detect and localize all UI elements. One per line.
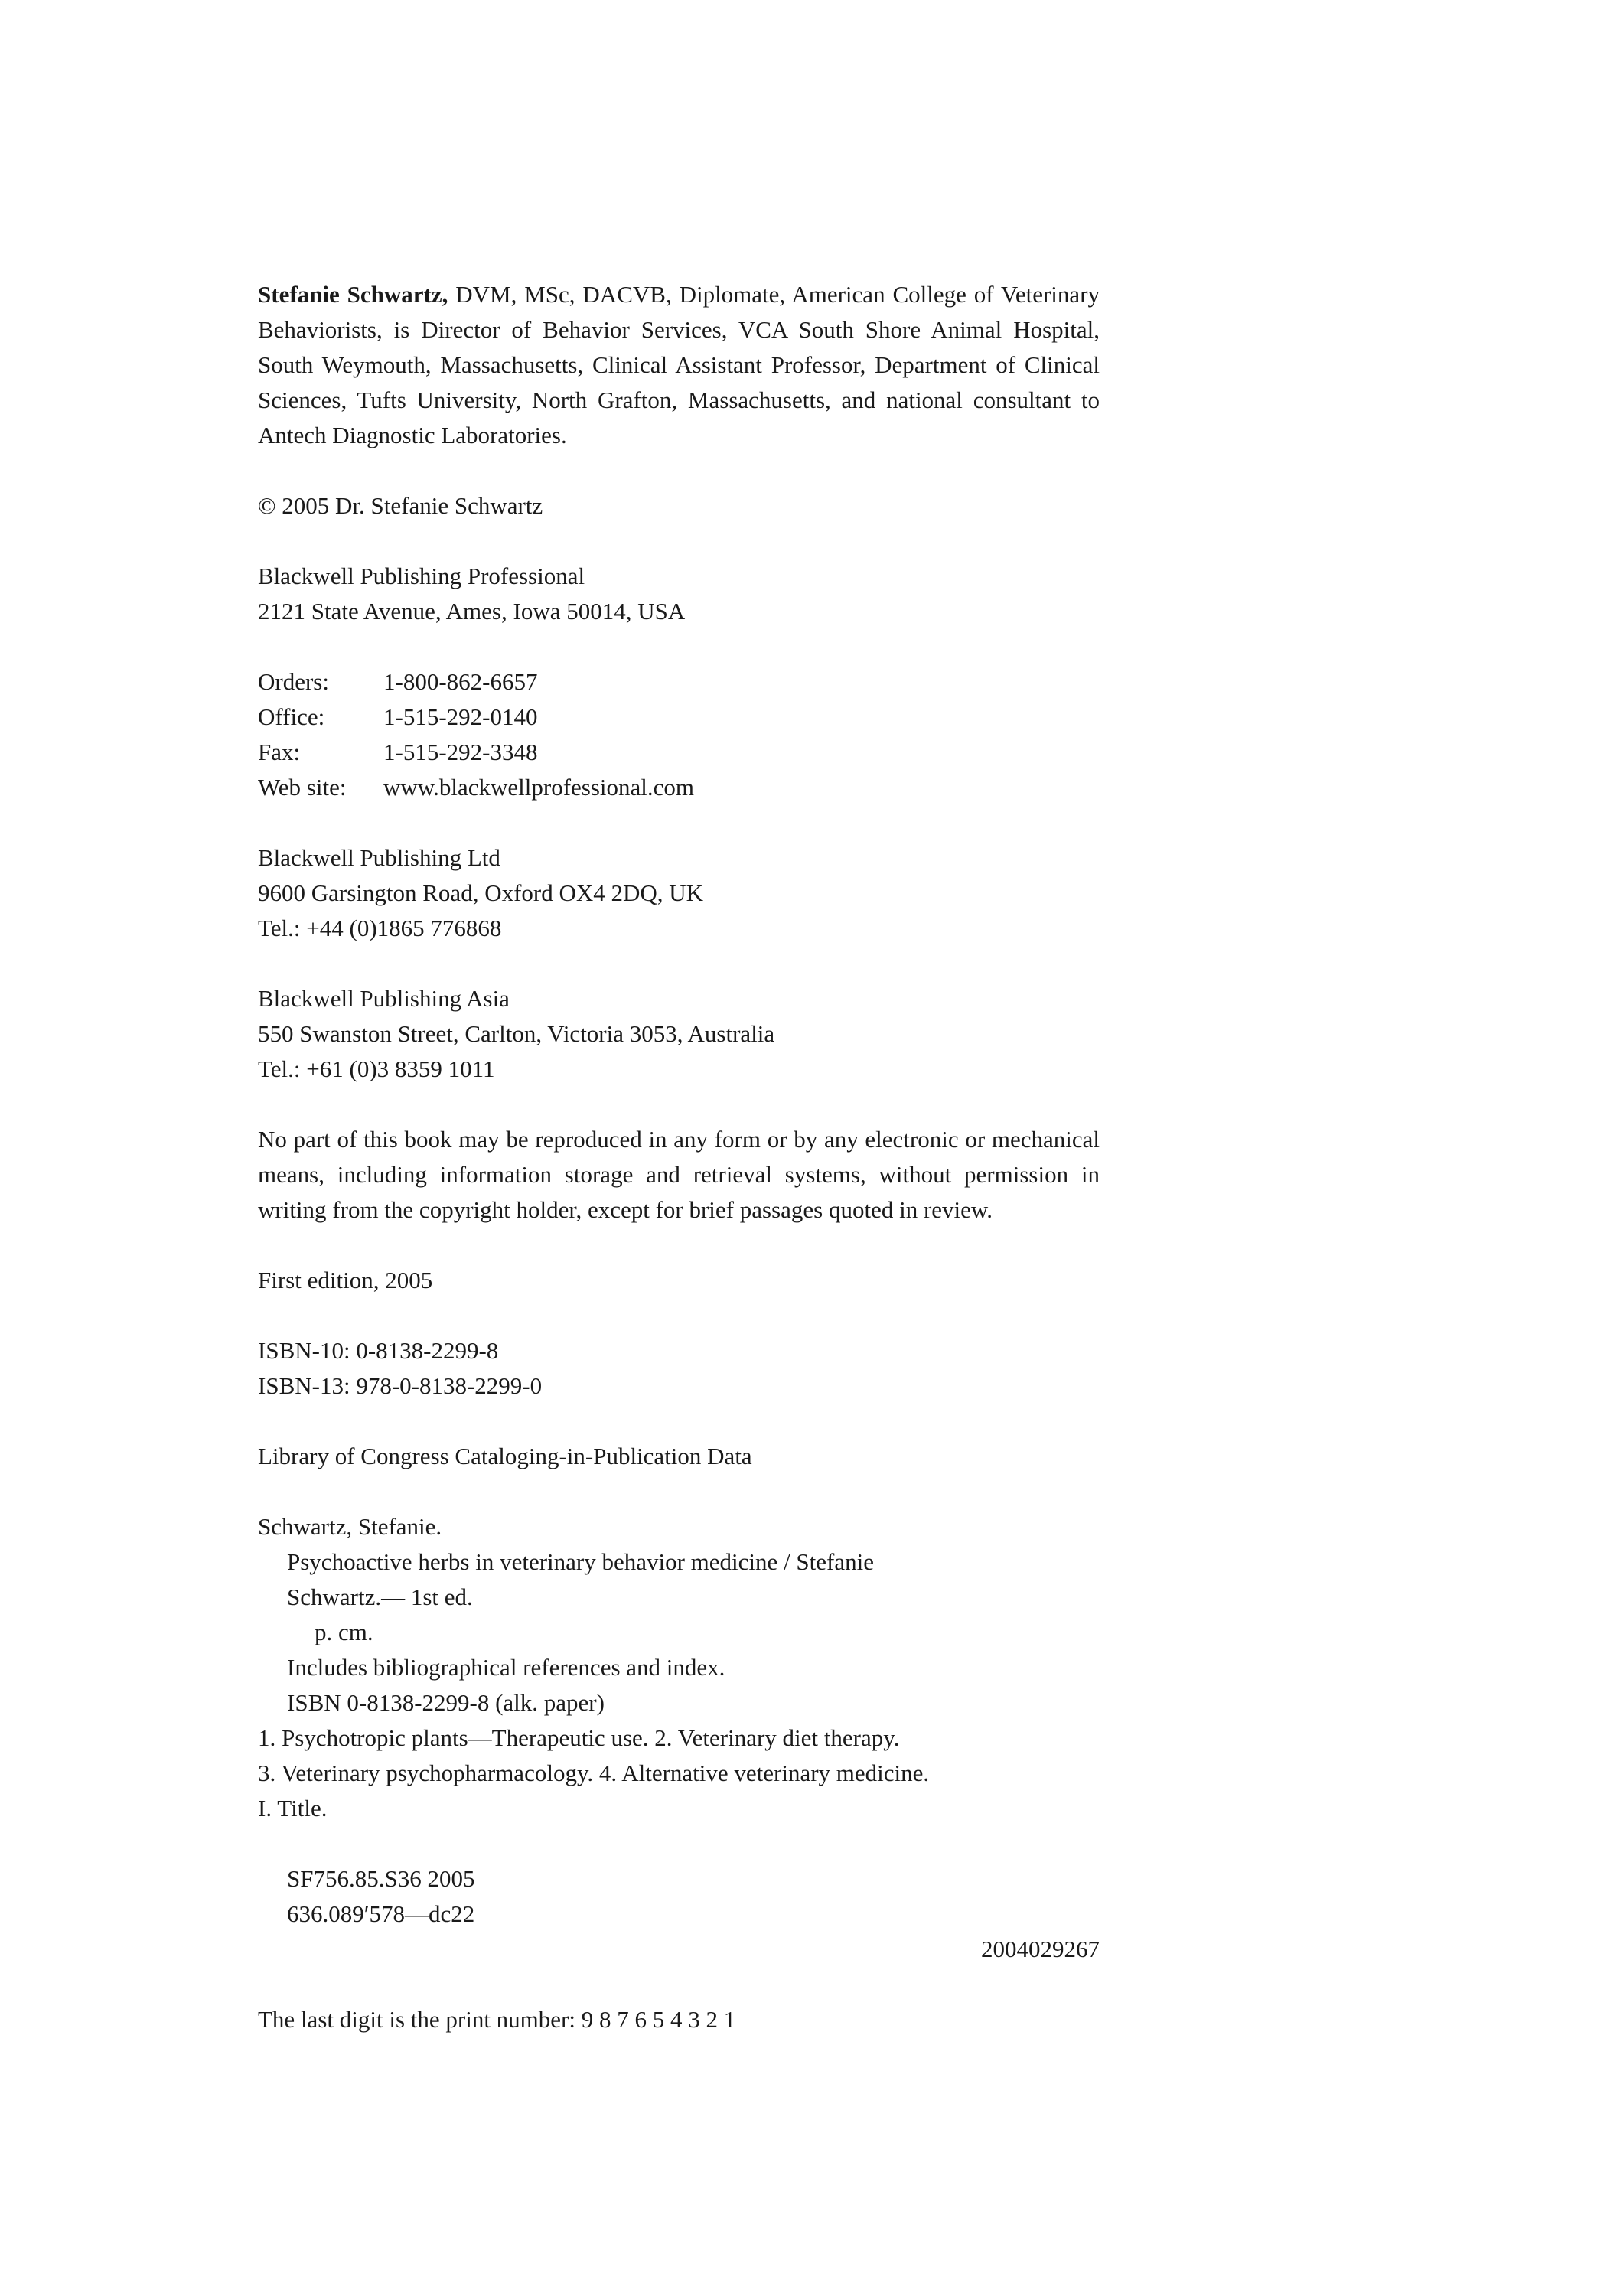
cip-physical-desc: p. cm. [315, 1619, 373, 1645]
contact-list [258, 664, 1100, 805]
copyright-notice [258, 488, 1100, 523]
rights-notice: No part of this book may be reproduced in any form or by any electronic or mechanical means, including information storage and retrieval systems, without permission in writing from the copyright holder, except for brief passages quoted in review. [258, 1126, 1100, 1223]
publisher-asia-name: Blackwell Publishing Asia [258, 985, 510, 1012]
website-url: www.blackwellprofessional.com [383, 774, 695, 801]
publisher-uk-address: 9600 Garsington Road, Oxford OX4 2DQ, UK [258, 879, 704, 906]
cip-author: Schwartz, Stefanie. [258, 1513, 442, 1540]
isbn-13: ISBN-13: 978-0-8138-2299-0 [258, 1372, 543, 1399]
edition-line: First edition, 2005 [258, 1267, 433, 1293]
cip-subject-line: 1. Psychotropic plants—Therapeutic use. 2. Veterinary diet therapy. [258, 1724, 900, 1751]
publisher-asia [258, 981, 1100, 1087]
author-bio-text: DVM, MSc, DACVB, Diplomate, American College of Veterinary Behaviorists, is Director of Behavior Services, VCA South Shore Animal Hospital, South Weymouth, Massachusetts, Clinical Assistant Professor, Department of Clinical Sciences, Tufts University, North Grafton, Massachusetts, and national consultant to Antech Diagnostic Laboratories. [258, 281, 1100, 448]
cip-record [258, 1509, 1100, 1826]
contact-value: 1-515-292-0140 [383, 703, 538, 730]
contact-row-fax [258, 735, 1100, 770]
contact-row-website [258, 770, 1100, 805]
contact-label: Office: [258, 703, 325, 730]
contact-label: Fax: [258, 739, 301, 765]
cip-heading [258, 1439, 1100, 1474]
cip-notes: Includes bibliographical references and index. [287, 1654, 725, 1681]
publisher-uk-tel: Tel.: +44 (0)1865 776868 [258, 915, 502, 941]
contact-value: 1-800-862-6657 [383, 668, 538, 695]
isbn-block [258, 1333, 1100, 1404]
print-number [258, 2002, 1100, 2037]
publisher-us-address: 2121 State Avenue, Ames, Iowa 50014, USA [258, 598, 686, 625]
cip-subject-line: 3. Veterinary psychopharmacology. 4. Alternative veterinary medicine. [258, 1760, 930, 1786]
cip-isbn: ISBN 0-8138-2299-8 (alk. paper) [287, 1689, 605, 1716]
cip-title-entry: I. Title. [258, 1795, 328, 1821]
publisher-us-name: Blackwell Publishing Professional [258, 563, 585, 589]
cip-classification [258, 1861, 1100, 1967]
cip-title-line: Schwartz.— 1st ed. [287, 1583, 473, 1610]
cip-title-line: Psychoactive herbs in veterinary behavior medicine / Stefanie [287, 1548, 874, 1575]
contact-label: Orders: [258, 668, 329, 695]
copyright-page [258, 277, 1100, 2073]
edition [258, 1263, 1100, 1298]
publisher-asia-tel: Tel.: +61 (0)3 8359 1011 [258, 1055, 495, 1082]
publisher-uk [258, 840, 1100, 946]
contact-value: 1-515-292-3348 [383, 739, 538, 765]
publisher-asia-address: 550 Swanston Street, Carlton, Victoria 3053, Australia [258, 1020, 775, 1047]
contact-row-orders [258, 664, 1100, 700]
print-number-line: The last digit is the print number: 9 8 7 6 5 4 3 2 1 [258, 2006, 736, 2033]
publisher-us [258, 559, 1100, 629]
contact-label: Web site: [258, 774, 347, 801]
publisher-uk-name: Blackwell Publishing Ltd [258, 844, 500, 871]
cip-dewey: 636.089′578—dc22 [287, 1900, 475, 1927]
author-bio [258, 277, 1100, 453]
cip-lc-class: SF756.85.S36 2005 [287, 1865, 475, 1892]
isbn-10: ISBN-10: 0-8138-2299-8 [258, 1337, 499, 1364]
copyright-line: © 2005 Dr. Stefanie Schwartz [258, 492, 543, 519]
contact-row-office [258, 700, 1100, 735]
cip-heading-line: Library of Congress Cataloging-in-Publication Data [258, 1443, 752, 1469]
cip-lccn: 2004029267 [981, 1936, 1100, 1962]
author-name: Stefanie Schwartz, [258, 281, 448, 308]
